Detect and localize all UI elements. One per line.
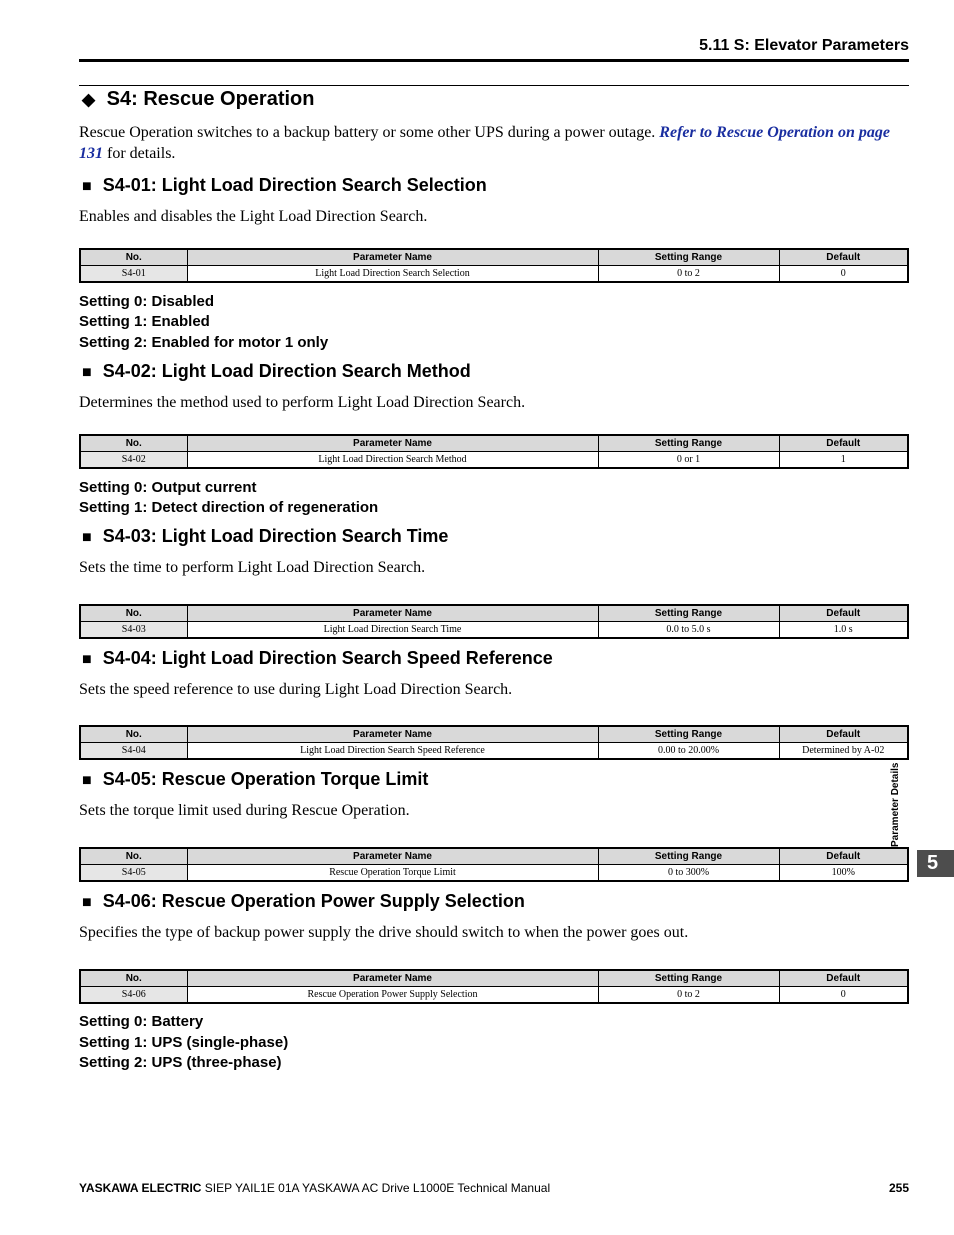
- table-header-row: [80, 249, 908, 266]
- cell-default: 1: [779, 452, 908, 469]
- param-table-s4-02: [79, 434, 909, 469]
- param-heading-s4-01: [82, 175, 487, 196]
- cell-name: Light Load Direction Search Speed Reference: [187, 743, 598, 760]
- param-title: S4-05: Rescue Operation Torque Limit: [102, 769, 429, 789]
- param-title: S4-06: Rescue Operation Power Supply Selection: [102, 891, 525, 911]
- col-header-range: Setting Range: [598, 435, 779, 452]
- col-header-range: Setting Range: [598, 970, 779, 987]
- setting-item: Setting 1: UPS (single-phase): [79, 1034, 289, 1051]
- table-row: [80, 452, 908, 469]
- square-bullet-icon: ■: [82, 772, 92, 789]
- col-header-no: No.: [80, 605, 187, 622]
- param-description: Sets the torque limit used during Rescue Operation.: [79, 802, 410, 819]
- table-header-row: [80, 970, 908, 987]
- setting-item: Setting 0: Output current: [79, 479, 257, 496]
- table-row: [80, 266, 908, 283]
- cell-range: 0.0 to 5.0 s: [598, 622, 779, 639]
- param-heading-s4-02: [82, 361, 471, 382]
- section-title: [82, 88, 314, 111]
- page-footer: [79, 1181, 909, 1199]
- param-table-s4-03: [79, 604, 909, 639]
- col-header-name: Parameter Name: [187, 970, 598, 987]
- chapter-side-label: Parameter Details: [890, 762, 901, 847]
- param-table-s4-05: [79, 847, 909, 882]
- col-header-no: No.: [80, 970, 187, 987]
- square-bullet-icon: ■: [82, 178, 92, 195]
- rescue-operation-link[interactable]: Refer to Rescue Operation on page 131: [79, 124, 890, 162]
- col-header-name: Parameter Name: [187, 726, 598, 743]
- cell-default: 0: [779, 987, 908, 1004]
- col-header-no: No.: [80, 249, 187, 266]
- param-description: Sets the time to perform Light Load Direction Search.: [79, 559, 426, 576]
- cell-no: S4-06: [80, 987, 187, 1004]
- cell-default: Determined by A-02: [779, 743, 908, 760]
- intro-paragraph: [79, 122, 909, 164]
- cell-default: 0: [779, 266, 908, 283]
- param-description: Determines the method used to perform Light Load Direction Search.: [79, 394, 526, 411]
- table-header-row: [80, 605, 908, 622]
- table-row: [80, 622, 908, 639]
- col-header-default: Default: [779, 605, 908, 622]
- col-header-name: Parameter Name: [187, 848, 598, 865]
- col-header-name: Parameter Name: [187, 605, 598, 622]
- table-row: [80, 743, 908, 760]
- intro-text: Rescue Operation switches to a backup battery or some other UPS during a power outage.: [79, 124, 660, 141]
- col-header-name: Parameter Name: [187, 435, 598, 452]
- col-header-range: Setting Range: [598, 249, 779, 266]
- cell-name: Rescue Operation Power Supply Selection: [187, 987, 598, 1004]
- param-table-s4-04: [79, 725, 909, 760]
- col-header-default: Default: [779, 726, 908, 743]
- table-header-row: [80, 435, 908, 452]
- diamond-bullet-icon: ◆: [82, 90, 96, 109]
- setting-item: Setting 2: UPS (three-phase): [79, 1054, 282, 1071]
- chapter-number: 5: [927, 852, 939, 874]
- col-header-default: Default: [779, 435, 908, 452]
- cell-no: S4-02: [80, 452, 187, 469]
- cell-no: S4-03: [80, 622, 187, 639]
- cell-name: Light Load Direction Search Selection: [187, 266, 598, 283]
- footer-manual-title: SIEP YAIL1E 01A YASKAWA AC Drive L1000E Technical Manual: [201, 1181, 551, 1195]
- setting-item: Setting 2: Enabled for motor 1 only: [79, 334, 329, 351]
- col-header-no: No.: [80, 435, 187, 452]
- square-bullet-icon: ■: [82, 529, 92, 546]
- col-header-no: No.: [80, 848, 187, 865]
- header-rule: [79, 59, 909, 62]
- setting-item: Setting 1: Detect direction of regeneration: [79, 499, 379, 516]
- square-bullet-icon: ■: [82, 651, 92, 668]
- col-header-range: Setting Range: [598, 726, 779, 743]
- param-title: S4-04: Light Load Direction Search Speed Reference: [102, 648, 553, 668]
- cell-name: Light Load Direction Search Method: [187, 452, 598, 469]
- running-head: 5.11 S: Elevator Parameters: [699, 37, 909, 54]
- param-table-s4-06: [79, 969, 909, 1004]
- cell-range: 0 to 2: [598, 987, 779, 1004]
- param-heading-s4-04: [82, 648, 553, 669]
- param-description: Enables and disables the Light Load Direction Search.: [79, 208, 428, 225]
- col-header-default: Default: [779, 970, 908, 987]
- param-table-s4-01: [79, 248, 909, 283]
- param-title: S4-02: Light Load Direction Search Method: [102, 361, 471, 381]
- table-row: [80, 865, 908, 882]
- cell-default: 1.0 s: [779, 622, 908, 639]
- col-header-no: No.: [80, 726, 187, 743]
- cell-name: Rescue Operation Torque Limit: [187, 865, 598, 882]
- cell-name: Light Load Direction Search Time: [187, 622, 598, 639]
- setting-item: Setting 0: Battery: [79, 1013, 204, 1030]
- col-header-range: Setting Range: [598, 848, 779, 865]
- cell-no: S4-04: [80, 743, 187, 760]
- page-number: 255: [888, 1181, 909, 1195]
- setting-item: Setting 1: Enabled: [79, 313, 210, 330]
- cell-no: S4-01: [80, 266, 187, 283]
- square-bullet-icon: ■: [82, 894, 92, 911]
- param-description: Specifies the type of backup power supply the drive should switch to when the power goes out.: [79, 924, 689, 941]
- col-header-name: Parameter Name: [187, 249, 598, 266]
- cell-range: 0 or 1: [598, 452, 779, 469]
- section-title-text: S4: Rescue Operation: [106, 88, 315, 110]
- table-header-row: [80, 848, 908, 865]
- col-header-range: Setting Range: [598, 605, 779, 622]
- footer-brand: YASKAWA ELECTRIC: [79, 1181, 202, 1195]
- col-header-default: Default: [779, 249, 908, 266]
- cell-no: S4-05: [80, 865, 187, 882]
- cell-range: 0.00 to 20.00%: [598, 743, 779, 760]
- param-title: S4-01: Light Load Direction Search Selection: [102, 175, 487, 195]
- cell-default: 100%: [779, 865, 908, 882]
- section-rule: [79, 85, 909, 86]
- cell-range: 0 to 2: [598, 266, 779, 283]
- intro-tail: for details.: [103, 145, 176, 162]
- param-description: Sets the speed reference to use during Light Load Direction Search.: [79, 681, 513, 698]
- square-bullet-icon: ■: [82, 364, 92, 381]
- table-header-row: [80, 726, 908, 743]
- chapter-tab: [917, 850, 954, 877]
- param-heading-s4-05: [82, 769, 428, 790]
- cell-range: 0 to 300%: [598, 865, 779, 882]
- param-heading-s4-03: [82, 526, 448, 547]
- param-heading-s4-06: [82, 891, 525, 912]
- col-header-default: Default: [779, 848, 908, 865]
- setting-item: Setting 0: Disabled: [79, 293, 215, 310]
- table-row: [80, 987, 908, 1004]
- param-title: S4-03: Light Load Direction Search Time: [102, 526, 449, 546]
